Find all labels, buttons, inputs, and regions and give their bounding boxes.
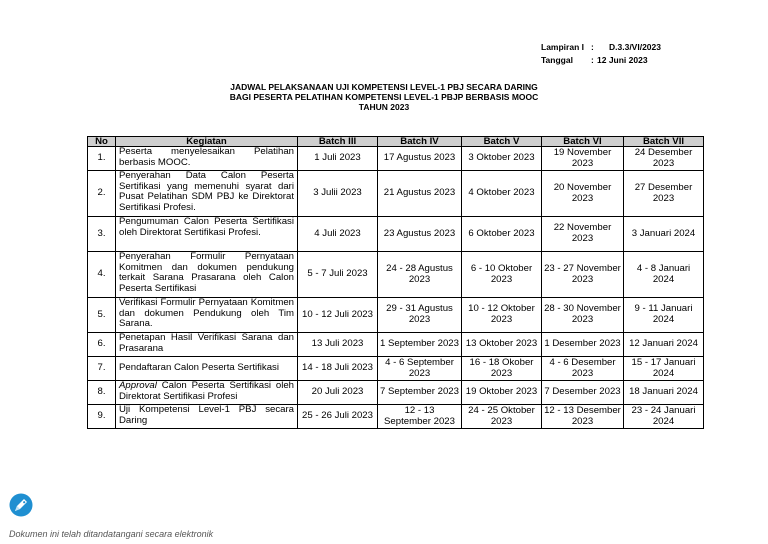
row-no: 3. [88,217,116,252]
row-kegiatan [116,381,298,405]
row-batch-iv: 21 Agustus 2023 [378,171,462,217]
row-batch-vii: 15 - 17 Januari 2024 [624,357,704,381]
tanggal-colon: : [591,55,594,65]
row-no: 6. [88,333,116,357]
row-batch-vii: 9 - 11 Januari 2024 [624,298,704,333]
row-no: 8. [88,381,116,405]
row-batch-v: 3 Oktober 2023 [462,147,542,171]
row-batch-iv: 17 Agustus 2023 [378,147,462,171]
row-batch-vi: 12 - 13 Desember 2023 [542,405,624,429]
row-batch-iii: 13 Juli 2023 [298,333,378,357]
row-batch-iii: 4 Juli 2023 [298,217,378,252]
table-row [88,333,704,357]
row-batch-vii: 18 Januari 2024 [624,381,704,405]
row-batch-vi: 19 November 2023 [542,147,624,171]
bsre-pen-icon [9,493,33,517]
row-batch-iv: 7 September 2023 [378,381,462,405]
row-batch-vii: 12 Januari 2024 [624,333,704,357]
approval-text: Approval [119,380,157,391]
row-batch-v: 19 Oktober 2023 [462,381,542,405]
schedule-table [87,136,704,429]
footer-note: Dokumen ini telah ditandatangani secara elektronik [9,529,214,539]
row-batch-iii: 25 - 26 Juli 2023 [298,405,378,429]
table-row [88,147,704,171]
row-batch-iv: 1 September 2023 [378,333,462,357]
row-batch-vii: 24 Desember 2023 [624,147,704,171]
row-kegiatan: Uji Kompetensi Level-1 PBJ secara Daring [116,405,298,429]
header-kegiatan: Kegiatan [116,137,298,147]
row-batch-vii: 23 - 24 Januari 2024 [624,405,704,429]
row-batch-vii: 27 Desember 2023 [624,171,704,217]
lampiran-colon: : [591,42,594,52]
row-kegiatan: Pendaftaran Calon Peserta Sertifikasi [116,357,298,381]
table-row [88,252,704,298]
row-batch-vi: 4 - 6 Desember 2023 [542,357,624,381]
row-batch-vi: 22 November 2023 [542,217,624,252]
heading-line-3: TAHUN 2023 [358,102,410,112]
header-batch-v: Batch V [462,137,542,147]
row-batch-iii: 14 - 18 Juli 2023 [298,357,378,381]
table-row [88,405,704,429]
row-batch-iii: 10 - 12 Juli 2023 [298,298,378,333]
header-batch-iii: Batch III [298,137,378,147]
row-kegiatan: Penetapan Hasil Verifikasi Sarana dan Prasarana [116,333,298,357]
row-batch-vii: 4 - 8 Januari 2024 [624,252,704,298]
table-row [88,357,704,381]
row-batch-vi: 1 Desember 2023 [542,333,624,357]
row-no: 5. [88,298,116,333]
row-batch-v: 10 - 12 Oktober 2023 [462,298,542,333]
document-heading [0,82,768,112]
row-batch-iii: 3 Julii 2023 [298,171,378,217]
row-no: 4. [88,252,116,298]
row-batch-iv: 4 - 6 September 2023 [378,357,462,381]
row-batch-v: 4 Oktober 2023 [462,171,542,217]
row-no: 2. [88,171,116,217]
row-batch-vii: 3 Januari 2024 [624,217,704,252]
row-batch-v: 24 - 25 Oktober 2023 [462,405,542,429]
header-no: No [88,137,116,147]
row-batch-v: 13 Oktober 2023 [462,333,542,357]
row-no: 9. [88,405,116,429]
row-batch-v: 6 Oktober 2023 [462,217,542,252]
row-kegiatan: Pengumuman Calon Peserta Sertifikasi oleh Direktorat Sertifikasi Profesi. [116,217,298,252]
row-no: 7. [88,357,116,381]
row-batch-iii: 20 Juli 2023 [298,381,378,405]
row-batch-iv: 12 - 13 September 2023 [378,405,462,429]
lampiran-label: Lampiran I [541,42,584,52]
row-batch-iv: 23 Agustus 2023 [378,217,462,252]
header-batch-vi: Batch VI [542,137,624,147]
tanggal-label: Tanggal [541,55,573,65]
row-batch-iii: 5 - 7 Juli 2023 [298,252,378,298]
row-batch-iv: 24 - 28 Agustus 2023 [378,252,462,298]
row-batch-vi: 23 - 27 November 2023 [542,252,624,298]
row-batch-v: 16 - 18 Okober 2023 [462,357,542,381]
table-row [88,217,704,252]
table-row [88,298,704,333]
header-batch-vii: Batch VII [624,137,704,147]
row-batch-v: 6 - 10 Oktober 2023 [462,252,542,298]
row-batch-vi: 20 November 2023 [542,171,624,217]
row-kegiatan: Penyerahan Data Calon Peserta Sertifikasi yang memenuhi syarat dari Pusat Pelatihan SDM PBJ ke Direktorat Sertifikasi Profesi. [116,171,298,217]
header-batch-iv: Batch IV [378,137,462,147]
table-row [88,171,704,217]
row-batch-iv: 29 - 31 Agustus 2023 [378,298,462,333]
row-no: 1. [88,147,116,171]
row-batch-vi: 7 Desember 2023 [542,381,624,405]
table-row [88,381,704,405]
row-batch-iii: 1 Juli 2023 [298,147,378,171]
row-batch-vi: 28 - 30 November 2023 [542,298,624,333]
tanggal-value: 12 Juni 2023 [597,55,648,65]
row-kegiatan-rest: Calon Peserta Sertifikasi oleh Direktorat Sertifikasi Profesi [119,380,294,402]
lampiran-block [541,41,661,67]
row-kegiatan: Peserta menyelesaikan Pelatihan berbasis MOOC. [116,147,298,171]
row-kegiatan: Penyerahan Formulir Pernyataan Komitmen dan dokumen pendukung terkait Sarana Prasarana oleh Calon Peserta Sertifikasi [116,252,298,298]
table-header-row [88,137,704,147]
heading-line-1: JADWAL PELAKSANAAN UJI KOMPETENSI LEVEL-1 PBJ SECARA DARING [230,82,538,92]
heading-line-2: BAGI PESERTA PELATIHAN KOMPETENSI LEVEL-1 PBJP BERBASIS MOOC [229,92,539,102]
row-kegiatan: Verifikasi Formulir Pernyataan Komitmen dan dokumen Pendukung oleh Tim Sarana. [116,298,298,333]
lampiran-value: D.3.3/VI/2023 [609,42,661,52]
